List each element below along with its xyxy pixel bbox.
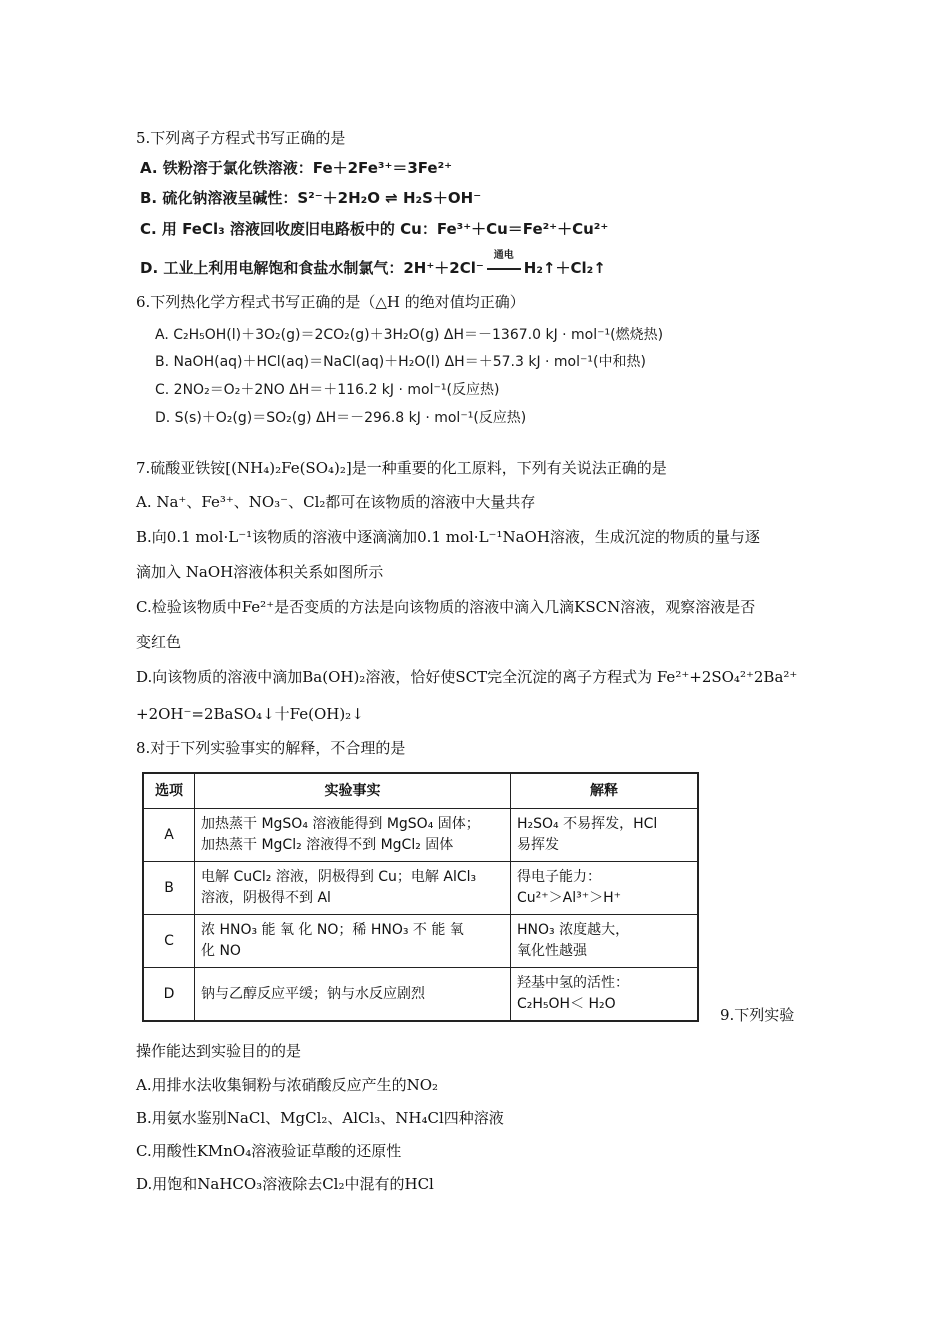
q5-option-b: B. 硫化钠溶液呈碱性：S²⁻＋2H₂O ⇌ H₂S＋OH⁻ bbox=[140, 189, 482, 207]
row-option: B bbox=[143, 862, 195, 915]
explanation-line: 氧化性越强 bbox=[517, 943, 587, 959]
q6-option-b: B. NaOH(aq)＋HCl(aq)＝NaCl(aq)＋H₂O(l) ΔH＝＋57.3 kJ · mol⁻¹(中和热) bbox=[155, 354, 646, 370]
q9-option-d: D.用饱和NaHCO₃溶液除去Cl₂中混有的HCl bbox=[136, 1175, 434, 1193]
fact-line: 加热蒸干 MgCl₂ 溶液得不到 MgCl₂ 固体 bbox=[201, 837, 454, 853]
row-fact bbox=[195, 862, 511, 915]
q9-option-b: B.用氨水鉴别NaCl、MgCl₂、AlCl₃、NH₄Cl四种溶液 bbox=[136, 1109, 504, 1127]
explanation-line: Cu²⁺＞Al³⁺＞H⁺ bbox=[517, 890, 622, 906]
q7-stem: 7.硫酸亚铁铵[(NH₄)₂Fe(SO₄)₂]是一种重要的化工原料，下列有关说法正确的是 bbox=[136, 459, 667, 477]
q6-stem: 6.下列热化学方程式书写正确的是（△H 的绝对值均正确） bbox=[136, 293, 525, 311]
electrolysis-condition: 通电 bbox=[493, 250, 514, 261]
row-fact bbox=[195, 968, 511, 1022]
header-explanation: 解释 bbox=[511, 773, 699, 809]
row-fact bbox=[195, 809, 511, 862]
q7-option-c-line1: C.检验该物质中Fe²⁺是否变质的方法是向该物质的溶液中滴入几滴KSCN溶液，观察溶液是否 bbox=[136, 598, 756, 616]
explanation-line: 羟基中氢的活性： bbox=[517, 975, 629, 991]
row-fact bbox=[195, 915, 511, 968]
table-row bbox=[143, 968, 698, 1022]
electrolysis-arrow bbox=[484, 250, 524, 278]
q9-stem-part2: 操作能达到实验目的的是 bbox=[136, 1042, 302, 1060]
q7-option-a: A. Na⁺、Fe³⁺、NO₃⁻、Cl₂都可在该物质的溶液中大量共存 bbox=[136, 493, 536, 511]
header-option: 选项 bbox=[143, 773, 195, 809]
table-row bbox=[143, 862, 698, 915]
q7-option-b-line1: B.向0.1 mol·L⁻¹该物质的溶液中逐滴滴加0.1 mol·L⁻¹NaOH溶液，生成沉淀的物质的量与逐 bbox=[136, 528, 760, 546]
q7-option-c-line2: 变红色 bbox=[136, 633, 182, 651]
explanation-line: H₂SO₄ 不易挥发，HCl bbox=[517, 816, 658, 832]
q5-option-d-right: H₂↑＋Cl₂↑ bbox=[523, 259, 606, 277]
row-option: D bbox=[143, 968, 195, 1022]
q9-option-c: C.用酸性KMnO₄溶液验证草酸的还原性 bbox=[136, 1142, 402, 1160]
q7-option-b-line2: 滴加入 NaOH溶液体积关系如图所示 bbox=[136, 563, 384, 581]
q6-option-c: C. 2NO₂＝O₂＋2NO ΔH＝＋116.2 kJ · mol⁻¹(反应热) bbox=[155, 382, 500, 398]
row-option: C bbox=[143, 915, 195, 968]
table-row bbox=[143, 809, 698, 862]
q5-option-c: C. 用 FeCl₃ 溶液回收废旧电路板中的 Cu：Fe³⁺＋Cu＝Fe²⁺＋Cu²⁺ bbox=[140, 220, 609, 238]
q8-table-header bbox=[143, 773, 698, 809]
explanation-line: 易挥发 bbox=[517, 837, 559, 853]
table-row bbox=[143, 915, 698, 968]
row-explanation bbox=[511, 862, 699, 915]
row-explanation bbox=[511, 809, 699, 862]
row-option: A bbox=[143, 809, 195, 862]
explanation-line: HNO₃ 浓度越大， bbox=[517, 922, 630, 938]
q7-option-d-line2: +2OH⁻=2BaSO₄↓十Fe(OH)₂↓ bbox=[136, 705, 364, 723]
q5-option-d bbox=[140, 250, 606, 278]
fact-line: 加热蒸干 MgSO₄ 溶液能得到 MgSO₄ 固体； bbox=[201, 816, 480, 832]
explanation-line: C₂H₅OH＜ H₂O bbox=[517, 996, 616, 1012]
q5-option-d-left: D. 工业上利用电解饱和食盐水制氯气：2H⁺＋2Cl⁻ bbox=[140, 259, 484, 277]
fact-line: 浓 HNO₃ 能 氧 化 NO；稀 HNO₃ 不 能 氧 bbox=[201, 922, 464, 938]
q8-table bbox=[142, 772, 699, 1022]
fact-line: 电解 CuCl₂ 溶液，阴极得到 Cu；电解 AlCl₃ bbox=[201, 869, 477, 885]
row-explanation bbox=[511, 968, 699, 1022]
q8-stem: 8.对于下列实验事实的解释，不合理的是 bbox=[136, 739, 406, 757]
q5-stem: 5.下列离子方程式书写正确的是 bbox=[136, 129, 346, 147]
fact-line: 钠与乙醇反应平缓；钠与水反应剧烈 bbox=[201, 985, 425, 1002]
q5-option-a: A. 铁粉溶于氯化铁溶液：Fe＋2Fe³⁺＝3Fe²⁺ bbox=[140, 159, 453, 177]
q6-option-a: A. C₂H₅OH(l)＋3O₂(g)＝2CO₂(g)＋3H₂O(g) ΔH＝－1367.0 kJ · mol⁻¹(燃烧热) bbox=[155, 327, 664, 343]
q9-option-a: A.用排水法收集铜粉与浓硝酸反应产生的NO₂ bbox=[136, 1076, 439, 1094]
q6-option-d: D. S(s)＋O₂(g)＝SO₂(g) ΔH＝－296.8 kJ · mol⁻¹(反应热) bbox=[155, 410, 527, 426]
row-explanation bbox=[511, 915, 699, 968]
fact-line: 溶液，阴极得不到 Al bbox=[201, 890, 331, 906]
explanation-line: 得电子能力： bbox=[517, 869, 601, 885]
q7-option-d-line1: D.向该物质的溶液中滴加Ba(OH)₂溶液，恰好使SCT完全沉淀的离子方程式为 Fe²⁺+2SO₄²⁺2Ba²⁺ bbox=[136, 668, 798, 686]
header-fact: 实验事实 bbox=[195, 773, 511, 809]
fact-line: 化 NO bbox=[201, 943, 241, 959]
q9-stem-part1: 9.下列实验 bbox=[720, 1006, 795, 1024]
